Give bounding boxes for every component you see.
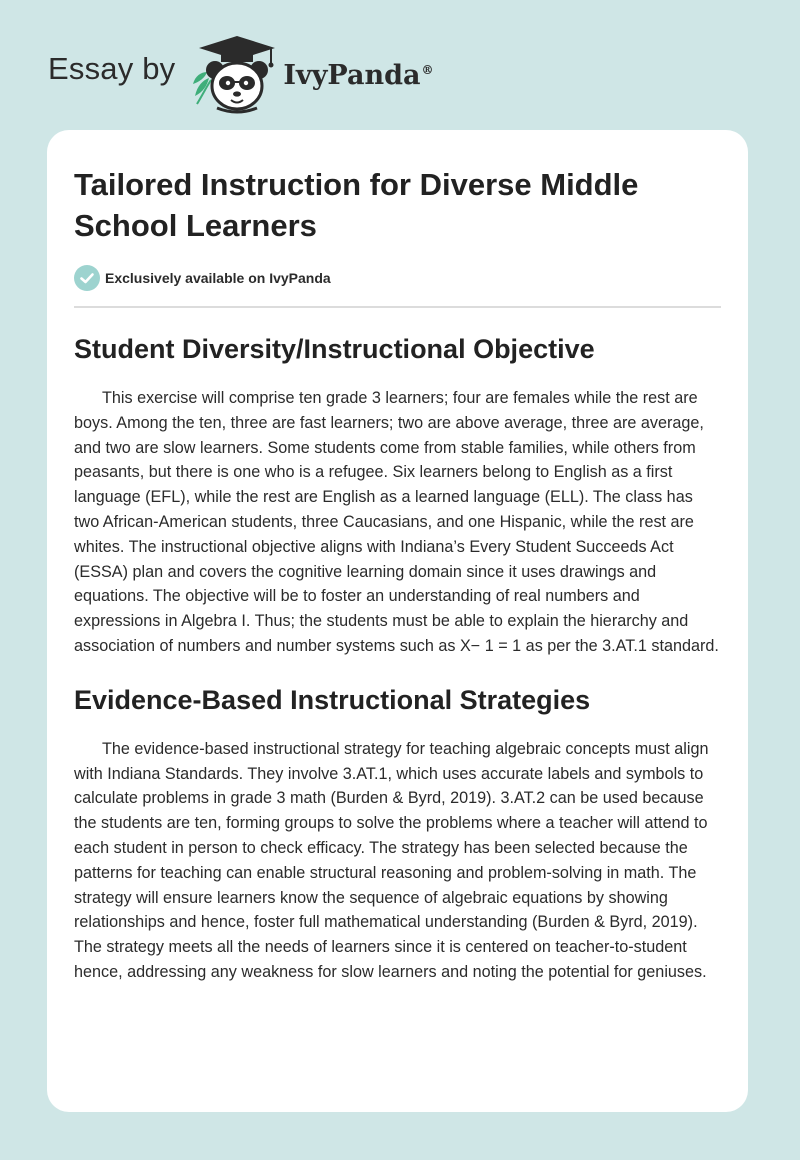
brand-name-text: IvyPanda (283, 59, 421, 91)
brand-prefix: Essay by (48, 51, 176, 86)
title-divider (74, 306, 721, 308)
check-circle-icon (74, 265, 100, 291)
section-paragraph-student-diversity: This exercise will comprise ten grade 3 learners; four are females while the rest are boys. Among the ten, three are fast learners; two are above average, three are average, and two are slow learners. Some students come from stable families, while others from peasants, but there is one who is a refugee. Six learners belong to English as a first language (EFL), while the rest are English as a learned language (ELL). The class has two African-American students, three Caucasians, and one Hispanic, while the rest are whites. The instructional objective aligns with Indiana’s Every Student Succeeds Act (ESSA) plan and covers the cognitive learning domain since it uses drawings and equations. The objective will be to foster an understanding of real numbers and expressions in Algebra I. Thus; the students must be able to explain the hierarchy and association of numbers and number systems such as X− 1 = 1 as per the 3.AT.1 standard. (74, 389, 719, 655)
registered-mark: ® (421, 62, 434, 77)
section-heading-student-diversity: Student Diversity/Instructional Objective (74, 334, 595, 364)
panda-logo-icon (189, 34, 281, 114)
section-heading-instructional-strategies: Evidence-Based Instructional Strategies (74, 684, 591, 715)
exclusive-badge-text: Exclusively available on IvyPanda (105, 270, 331, 286)
exclusive-badge (74, 264, 721, 292)
section-paragraph-instructional-strategies: The evidence-based instructional strategy for teaching algebraic concepts must align with Indiana Standards. They involve 3.AT.1, which uses accurate labels and symbols to calculate problems in grade 3 math (Burden & Byrd, 2019). 3.AT.2 can be used because the students are ten, forming groups to solve the problems where a teacher will attend to each student in person to check efficacy. The strategy has been selected because the patterns for teaching can enable structural reasoning and problem-solving in math. The strategy will ensure learners know the sequence of algebraic equations by showing relationships and hence, foster full mathematical understanding (Burden & Byrd, 2019). The strategy meets all the needs of learners since it is centered on teacher-to-student hence, addressing any weakness for slow learners and noting the potential for geniuses. (74, 739, 709, 981)
brand-name (283, 60, 433, 91)
brand-header[interactable] (48, 34, 433, 114)
essay-card (47, 130, 748, 1112)
essay-title: Tailored Instruction for Diverse Middle School Learners (74, 167, 639, 243)
